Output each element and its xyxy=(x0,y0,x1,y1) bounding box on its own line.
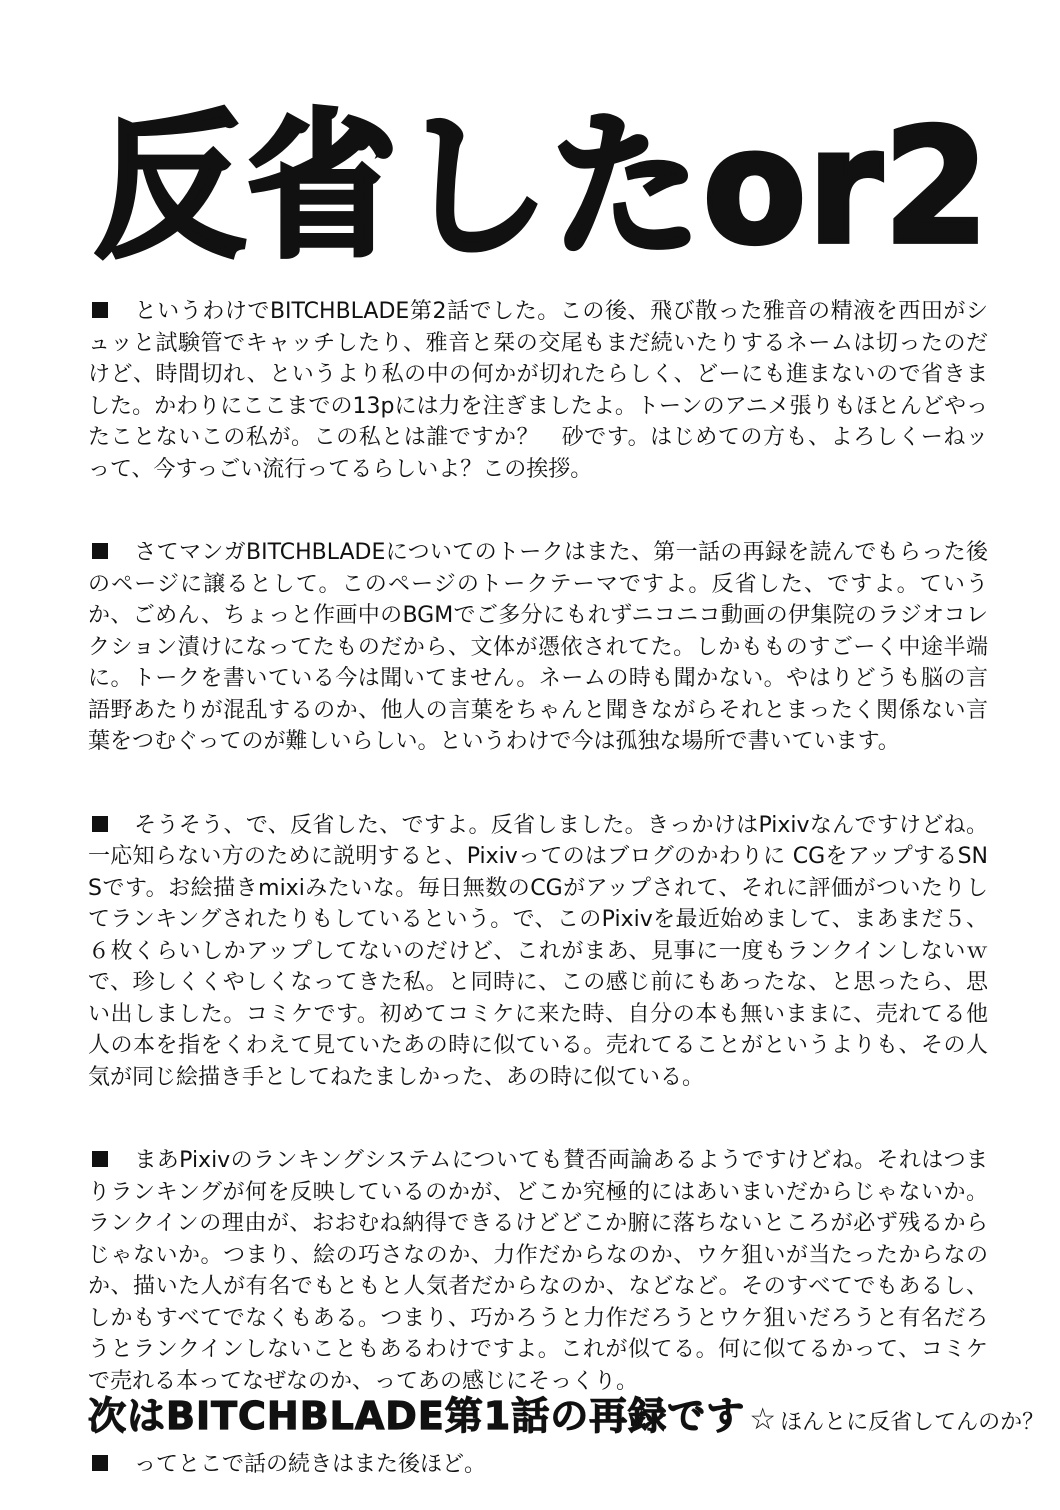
square-bullet-icon xyxy=(92,1151,108,1167)
page-title: 反省したor2 xyxy=(95,96,991,280)
paragraph-text: というわけでBITCHBLADE第2話でした。この後、飛び散った雅音の精液を西田がシュッと試験管でキャッチしたり、雅音と栞の交尾もまだ続いたりするネームは切ったのだけど、時間切れ、というより私の中の何かが切れたらしく、どーにも進まないので省きました。かわりにここまでの13pには力を注ぎましたよ。トーンのアニメ張りもほとんどやったことないこの私が。この私とは誰ですか？ 砂です。はじめての方も、よろしくーねッ って、今すっごい流行ってるらしいよ？この挨拶。 xyxy=(88,299,1011,482)
paragraph-1 xyxy=(88,296,1011,485)
paragraph-text: そうそう、で、反省した、ですよ。反省しました。きっかけはPixivなんですけどね。一応知らない方のために説明すると、Pixivってのはブログのかわりに CGをアップするSNSです。お絵描きmixiみたいな。毎日無数のCGがアップされて、それに評価がついたりしてランキングされたりもしているという。で、このPixivを最近始めまして、まあまだ５、６枚くらいしかアップしてないのだけど、これがまあ、見事に一度もランクインしないｗ で、珍しくくやしくなってきた私。と同時に、この感じ前にもあったな、と思ったら、思い出しました。コミケです。初めてコミケに来た時、自分の本も無いままに、売れてる他人の本を指をくわえて見ていたあの時に似ている。売れてることがというよりも、その人気が同じ絵描き手としてねたましかった、あの時に似ている。 xyxy=(88,812,1011,1090)
footer-banner xyxy=(88,1385,1045,1440)
square-bullet-icon xyxy=(92,1455,108,1471)
paragraph-2 xyxy=(88,537,988,758)
paragraph-text: まあPixivのランキングシステムについても賛否両論あるようですけどね。それはつまりランキングが何を反映しているのかが、どこか究極的にはあいまいだからじゃないか。ランクインの理由が、おおむね納得できるけどどこか腑に落ちないところが必ず残るからじゃないか。つまり、絵の巧さなのか、力作だからなのか、ウケ狙いが当たったからなのか、描いた人が有名でもともと人気者だからなのか、などなど。そのすべてでもあるし、しかもすべてでなくもある。つまり、巧かろうと力作だろうとウケ狙いだろうと有名だろうとランクインしないこともあるわけですよ。これが似てる。何に似てるかって、コミケで売れる本ってなぜなのか、ってあの感じにそっくり。 xyxy=(88,1148,988,1394)
paragraph-3 xyxy=(88,810,1011,1094)
paragraph-text: さてマンガBITCHBLADEについてのトークはまた、第一話の再録を読んでもらった後のページに譲るとして。このページのトークテーマですよ。反省した、ですよ。ていうか、ごめん、ちょっと作画中のBGMでご多分にもれずニコニコ動画の伊集院のラジオコレクション漬けになってたものだから、文体が憑依されてた。しかもものすごーく中途半端に。トークを書いている今は聞いてません。ネームの時も聞かない。やはりどうも脳の言語野あたりが混乱するのか、他人の言葉をちゃんと聞きながらそれとまったく関係ない言葉をつむぐってのが難しいらしい。というわけで今は孤独な場所で書いています。 xyxy=(88,540,989,754)
article-body xyxy=(88,296,1011,1481)
paragraph-text: ってとこで話の続きはまた後ほど。 xyxy=(134,1452,487,1477)
square-bullet-icon xyxy=(92,816,108,832)
square-bullet-icon xyxy=(92,543,108,559)
star-icon: ☆ xyxy=(749,1402,777,1437)
paragraph-4 xyxy=(88,1145,988,1397)
footer-aside: ほんとに反省してんのか？ xyxy=(780,1410,1045,1435)
footer-headline: 次はBITCHBLADE第1話の再録です xyxy=(88,1394,746,1438)
square-bullet-icon xyxy=(92,302,108,318)
paragraph-5 xyxy=(88,1449,988,1481)
